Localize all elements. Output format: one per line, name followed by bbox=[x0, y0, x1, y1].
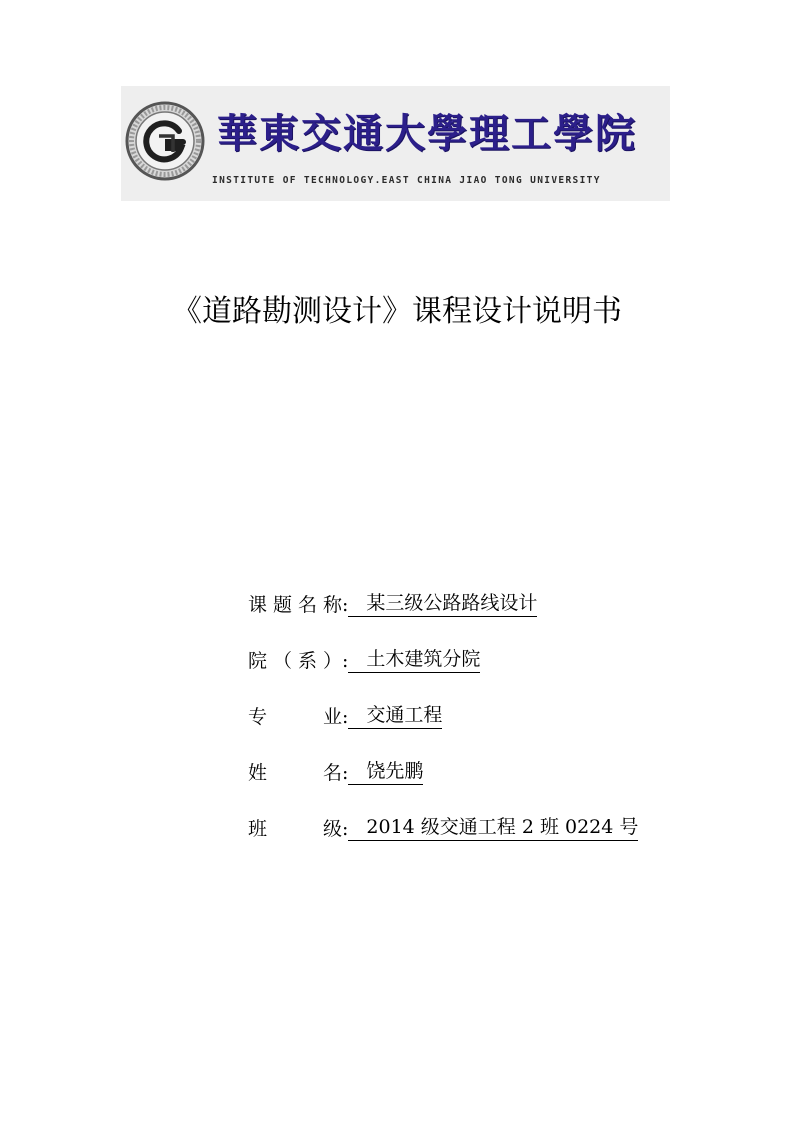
info-row-major bbox=[248, 702, 708, 758]
field-colon: : bbox=[342, 594, 349, 616]
field-label: 专业 bbox=[248, 706, 342, 728]
field-value: 土木建筑分院 bbox=[348, 646, 480, 673]
field-colon: : bbox=[342, 650, 349, 672]
school-banner bbox=[121, 86, 670, 201]
banner-english-name: INSTITUTE OF TECHNOLOGY.EAST CHINA JIAO TONG UNIVERSITY bbox=[212, 175, 601, 186]
field-value: 某三级公路路线设计 bbox=[348, 590, 537, 617]
field-value: 2014 级交通工程 2 班 0224 号 bbox=[348, 814, 638, 841]
field-value: 饶先鹏 bbox=[348, 758, 423, 785]
info-row-name bbox=[248, 758, 708, 814]
field-label: 姓名 bbox=[248, 762, 342, 784]
field-value: 交通工程 bbox=[348, 702, 442, 729]
field-label: 院（系） bbox=[248, 650, 342, 672]
info-row-department bbox=[248, 646, 708, 702]
field-colon: : bbox=[342, 762, 349, 784]
field-colon: : bbox=[342, 706, 349, 728]
field-label: 课题名称 bbox=[248, 594, 342, 616]
info-row-class bbox=[248, 814, 708, 870]
field-colon: : bbox=[342, 818, 349, 840]
field-label: 班级 bbox=[248, 818, 342, 840]
info-row-course-topic bbox=[248, 590, 708, 646]
banner-chinese-name: 華東交通大學理工學院 bbox=[217, 110, 637, 157]
info-block bbox=[248, 590, 708, 870]
document-title: 《道路勘测设计》课程设计说明书 bbox=[172, 294, 622, 329]
